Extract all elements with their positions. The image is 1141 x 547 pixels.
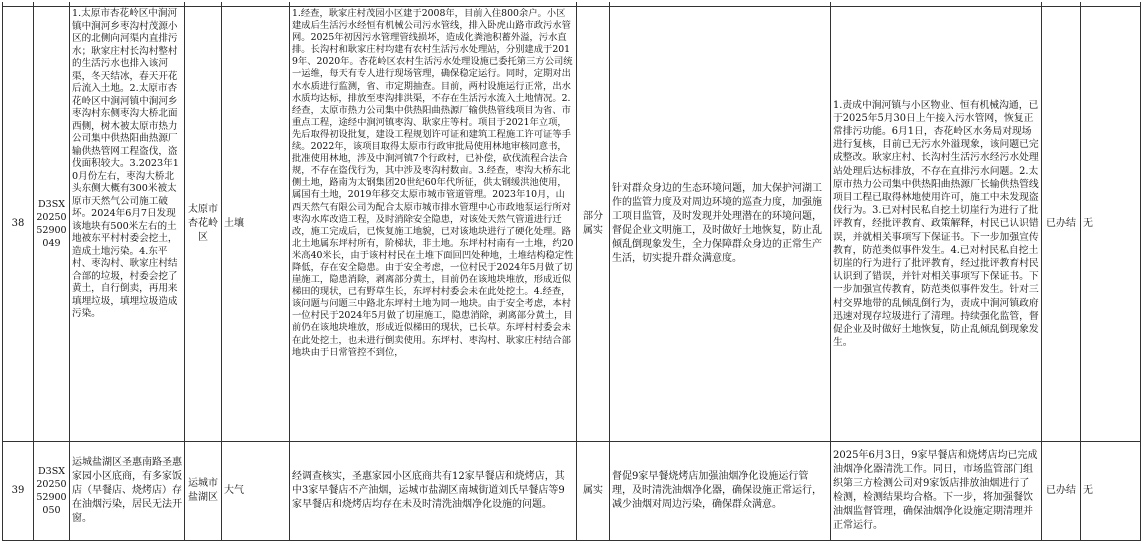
row-complaint: 1.太原市杏花岭区中涧河镇中涧河乡枣沟村茂源小区的北侧向河渠内直排污水；耿家庄村长沟村整村的生活污水也排入该河渠，冬天结冰，春天开花后流入土地。2.太原市杏花岭区中涧河镇中涧河乡枣沟村东侧枣沟大桥北面西侧，树木被太原市热力公司集中供热阳曲热源厂输供热管网工程盗伐，盗伐面积较大。3.2023年10月份左右，枣沟大桥北头东侧大概有300米被太原市天然气公司施工破坏。2024年6月7日发现该地块有500米左右的土地被东平村村委会挖土，造成土地污染。4.东平村、枣沟村、耿家庄村结合部的垃圾，村委会挖了黄土，自行倒卖，再用来填埋垃圾，填埋垃圾造成污染。 xyxy=(72,8,179,319)
row-seq: 38 xyxy=(11,218,25,229)
complaint-table xyxy=(2,2,1141,541)
row-code: D3SX2025052900050 xyxy=(36,466,67,516)
row-result: 部分属实 xyxy=(583,211,603,236)
table-row xyxy=(3,7,1141,442)
row-type: 大气 xyxy=(224,485,244,496)
row-status: 已办结 xyxy=(1046,218,1076,229)
row-status: 已办结 xyxy=(1046,485,1076,496)
row-penalty: 无 xyxy=(1083,485,1093,496)
row-complaint: 运城盐湖区圣惠南路圣惠家园小区底商，有多家饭店（早餐店、烧烤店）存在油烟污染，居民无法开窗。 xyxy=(72,457,182,524)
row-verify: 经调查核实，圣惠家园小区底商共有12家早餐店和烧烤店，其中3家早餐店不产油烟，运城市盐湖区南城街道刘氏早餐店等9家早餐店和烧烤店均存在未及时清洗油烟净化设施的问题。 xyxy=(292,471,565,510)
row-code: D3SX2025052900049 xyxy=(36,199,67,249)
table-row xyxy=(3,442,1141,541)
row-type: 土壤 xyxy=(224,218,244,229)
row-district: 运城市盐湖区 xyxy=(188,478,218,503)
row-district: 太原市杏花岭区 xyxy=(188,204,218,243)
row-penalty: 无 xyxy=(1083,218,1093,229)
row-seq: 39 xyxy=(11,485,25,496)
row-verify: 1.经查，耿家庄村茂园小区建于2008年，目前入住800余户。小区建成后生活污水经恒有机械公司污水管线，排入卧虎山路市政污水管网。2025年初因污水管理管线损坏，造成化粪池积蓄外溢，污水直排。长沟村和耿家庄村均建有农村生活污水处理站，分别建成于2019年、2020年。杏花岭区农村生活污水处理设施已委托第三方公司统一运维，每天有专人进行现场管理，确保稳定运行。同时，定期对出水水质进行监测，省、市定期抽查。目前，两村设施运行正常，出水水质均达标，排放至枣沟排洪渠，不存在生活污水流入土地情况。2.经查，太原市热力公司集中供热阳曲热源厂输供热管线项目为省、市重点工程，途经中涧河镇枣沟、耿家庄等村。项目于2021年立项，先后取得初设批复，建设工程规划许可证和建筑工程施工许可证等手续。2022年，该项目取得太原市行政审批局使用林地审核同意书，批准使用林地，涉及中涧河镇7个行政村，已补偿，砍伐流程合法合规，不存在盗伐行为，其中涉及枣沟村数亩。3.经查，枣沟大桥东北侧土地，路南为太钢集团20世纪60年代所征，供太钢缓洪池使用，属国有土地，2019年移交太原市城市管道管理。2023年10月，山西天然气有限公司为配合太原市城市排水管理中心市政地泵运行所对枣沟水库改造工程，及时消除安全隐患，对该处天然气管道进行迁改，施工完成后，已恢复施工地貌，已对该地块进行了硬化处理。路北土地属东坪村所有，阶梯状，非土地。东坪村村南有一土堆，约20米高40米长，由于该村村民在土堆下面回凹处种地，土堆结构稳定性降低，存在安全隐患。由于安全考虑，一位村民于2024年5月做了切崖施工，隐患消除，剥离部分黄土，目前仍在该地块堆放，形成近似梯田的现状，已有野草生长，东坪村村委会未在此处挖土。4.经查，该问题与问题三中路北东坪村土地为同一地块。由于安全考虑，本村一位村民于2024年5月做了切崖施工，隐患消除，剥离部分黄土，目前仍在该地块堆放，形成近似梯田的现状，已长草。东坪村村委会未在此处挖土，也未进行倒卖使用。东坪村、枣沟村、耿家庄村结合部地块由于日常管控不到位， xyxy=(292,8,574,358)
row-rectify: 2025年6月3日，9家早餐店和烧烤店均已完成油烟净化器清洗工作。同日，市场监管部门组织第三方检测公司对9家饭店排放油烟进行了检测，检测结果均合格。下一步，将加强餐饮油烟监督管理，确保油烟净化设施定期清理并正常运行。 xyxy=(833,450,1038,531)
row-target: 针对群众身边的生态环境问题，加大保护河湖工作的监管力度及对周边环境的巡查力度，加强施工项目监管，及时发现并处理潜在的环境问题，督促企业文明施工，及时做好土地恢复，防止乱倾乱倒现象发生，全力保障群众身边的正常生产生活，切实提升群众满意度。 xyxy=(612,183,822,264)
row-target: 督促9家早餐烧烤店加强油烟净化设施运行管理，及时清洗油烟净化器，确保设施正常运行，减少油烟对周边污染，确保群众满意。 xyxy=(612,471,822,510)
row-result: 属实 xyxy=(583,485,603,496)
row-rectify: 1.责成中涧河镇与小区物业、恒有机械沟通，已于2025年5月30日上午接入污水管网，恢复正常排污功能。6月1日，杏花岭区水务局对现场进行复核，目前已无污水外溢现象，该问题已完成整改。耿家庄村、长沟村生活污水经污水处理站处理后达标排放，不存在直排污水问题。2.太原市热力公司集中供热阳曲热源厂长输供热管线项目工程已取得林地使用许可，施工中未发现盗伐行为。3.已对村民私自挖土切崖行为进行了批评教育，经批评教育、政策解释，村民已认识错误，并就相关事项写下保证书。下一步加强宣传教育，防范类似事件发生。4.已对村民私自挖土切崖的行为进行了批评教育，经过批评教育村民认识到了错误，并针对相关事项写下保证书。下一步加强宣传教育，防范类似事件发生。针对三村交界地带的乱倾乱倒行为，责成中涧河镇政府迅速对现存垃圾进行了清理。持续强化监管，督促企业及时做好土地恢复，防止乱倾乱倒现象发生。 xyxy=(833,99,1039,349)
